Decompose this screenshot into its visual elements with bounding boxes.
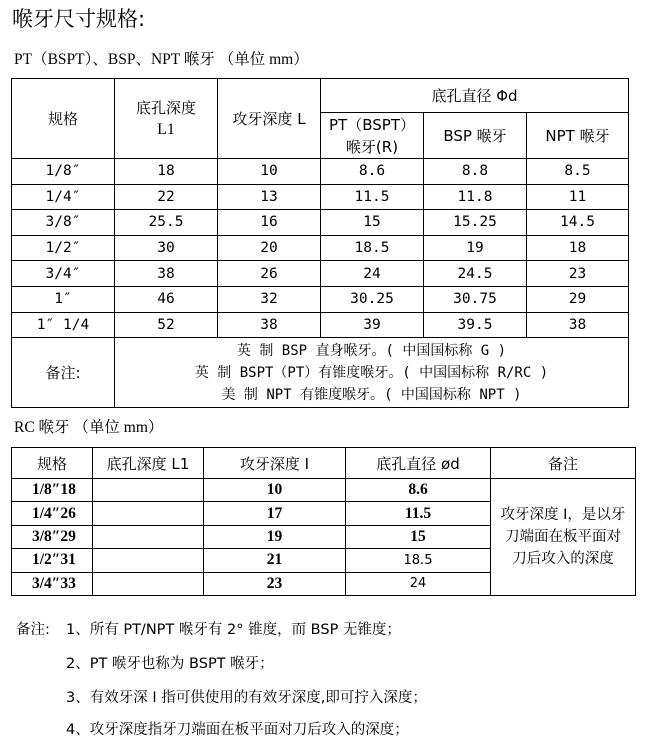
cell-hole-depth: 52 [115,312,218,338]
header-npt: NPT 喉牙 [527,113,629,159]
cell-hole-depth: 38 [115,261,218,287]
rc-header-hole-diameter: 底孔直径 ød [346,448,491,479]
note-line: 英 制 BSPT（PT）有锥度喉牙。( 中国国标称 R/RC ) [194,364,549,381]
cell-npt-diameter: 14.5 [527,210,629,236]
cell-bsp-diameter: 8.8 [424,159,527,185]
cell-hole-depth: 25.5 [115,210,218,236]
cell-spec: 3/8″ [12,210,115,236]
rc-cell-spec: 1/4″26 [12,502,93,525]
rc-cell-hole-depth [93,479,204,502]
rc-cell-tap-depth: 21 [204,549,346,572]
cell-tap-depth: 10 [218,159,321,185]
table-row [12,184,629,210]
footnote-item: 4、攻牙深度指牙刀端面在板平面对刀后攻入的深度； [66,722,409,738]
cell-tap-depth: 13 [218,184,321,210]
rc-cell-tap-depth: 23 [204,572,346,595]
header-hole-depth [115,79,218,159]
rc-remark: 攻牙深度 I，是以牙刀端面在板平面对刀后攻入的深度 [491,479,636,596]
note-cell [115,338,629,408]
header-hole-diameter: 底孔直径 Φd [321,79,629,113]
rc-cell-tap-depth: 19 [204,525,346,548]
rc-cell-hole-diameter: 24 [346,572,491,595]
table-row [12,312,629,338]
cell-spec: 1/8″ [12,159,115,185]
cell-spec: 1/2″ [12,235,115,261]
rc-cell-hole-depth [93,525,204,548]
rc-cell-spec: 3/4″33 [12,572,93,595]
rc-cell-hole-diameter: 18.5 [346,549,491,572]
table-row [12,286,629,312]
rc-header-remark: 备注 [491,448,636,479]
rc-cell-hole-diameter: 11.5 [346,502,491,525]
cell-hole-depth: 46 [115,286,218,312]
rc-cell-spec: 1/2″31 [12,549,93,572]
rc-cell-hole-diameter: 15 [346,525,491,548]
rc-cell-hole-diameter: 8.6 [346,479,491,502]
rc-header-spec: 规格 [12,448,93,479]
table-row [12,479,636,502]
note-line: 英 制 BSP 直身喉牙。( 中国国标称 G ) [236,342,507,359]
cell-tap-depth: 26 [218,261,321,287]
header-hole-depth-line2: L1 [157,120,175,138]
cell-pt-diameter: 30.25 [321,286,424,312]
cell-spec: 3/4″ [12,261,115,287]
footnote-item: 2、PT 喉牙也称为 BSPT 喉牙； [66,656,274,672]
note-line: 美 制 NPT 有锥度喉牙。( 中国国标称 NPT ) [221,386,522,403]
rc-cell-hole-depth [93,502,204,525]
cell-spec: 1″ 1/4 [12,312,115,338]
cell-pt-diameter: 11.5 [321,184,424,210]
header-pt-line2: 喉牙(R) [345,137,399,156]
footnote-item: 3、有效牙深 I 指可供使用的有效牙深度,即可拧入深度； [66,690,427,706]
cell-pt-diameter: 39 [321,312,424,338]
cell-tap-depth: 16 [218,210,321,236]
cell-spec: 1″ [12,286,115,312]
cell-hole-depth: 22 [115,184,218,210]
cell-bsp-diameter: 39.5 [424,312,527,338]
cell-pt-diameter: 24 [321,261,424,287]
table1-caption: PT（BSPT）、BSP、NPT 喉牙 （单位 mm） [14,51,309,68]
cell-tap-depth: 32 [218,286,321,312]
cell-bsp-diameter: 19 [424,235,527,261]
cell-hole-depth: 18 [115,159,218,185]
cell-bsp-diameter: 11.8 [424,184,527,210]
header-pt [321,113,424,159]
cell-pt-diameter: 8.6 [321,159,424,185]
note-label: 备注: [12,338,115,408]
table2-caption: RC 喉牙 （单位 mm） [14,419,164,436]
rc-header-tap-depth: 攻牙深度 I [204,448,346,479]
cell-npt-diameter: 23 [527,261,629,287]
rc-cell-tap-depth: 17 [204,502,346,525]
cell-npt-diameter: 38 [527,312,629,338]
rc-cell-hole-depth [93,572,204,595]
header-bsp: BSP 喉牙 [424,113,527,159]
cell-pt-diameter: 18.5 [321,235,424,261]
cell-tap-depth: 38 [218,312,321,338]
cell-npt-diameter: 8.5 [527,159,629,185]
rc-cell-spec: 1/8″18 [12,479,93,502]
footnote-item: 1、所有 PT/NPT 喉牙有 2° 锥度，而 BSP 无锥度； [66,622,401,638]
cell-bsp-diameter: 30.75 [424,286,527,312]
cell-npt-diameter: 29 [527,286,629,312]
rc-header-hole-depth: 底孔深度 L1 [93,448,204,479]
table-row [12,159,629,185]
rc-thread-table [11,447,636,596]
page-title: 喉牙尺寸规格: [12,7,146,31]
rc-cell-tap-depth: 10 [204,479,346,502]
header-hole-depth-line1: 底孔深度 [135,98,196,117]
cell-hole-depth: 30 [115,235,218,261]
table-row [12,235,629,261]
thread-spec-table [11,78,629,408]
cell-npt-diameter: 11 [527,184,629,210]
cell-spec: 1/4″ [12,184,115,210]
header-pt-line1: PT（BSPT） [329,115,415,134]
footnote-label: 备注: [16,622,50,638]
cell-bsp-diameter: 24.5 [424,261,527,287]
rc-cell-hole-depth [93,549,204,572]
rc-cell-spec: 3/8″29 [12,525,93,548]
header-tap-depth: 攻牙深度 L [218,79,321,159]
header-spec: 规格 [12,79,115,159]
table-row [12,261,629,287]
cell-tap-depth: 20 [218,235,321,261]
table-row [12,210,629,236]
cell-npt-diameter: 18 [527,235,629,261]
cell-bsp-diameter: 15.25 [424,210,527,236]
cell-pt-diameter: 15 [321,210,424,236]
